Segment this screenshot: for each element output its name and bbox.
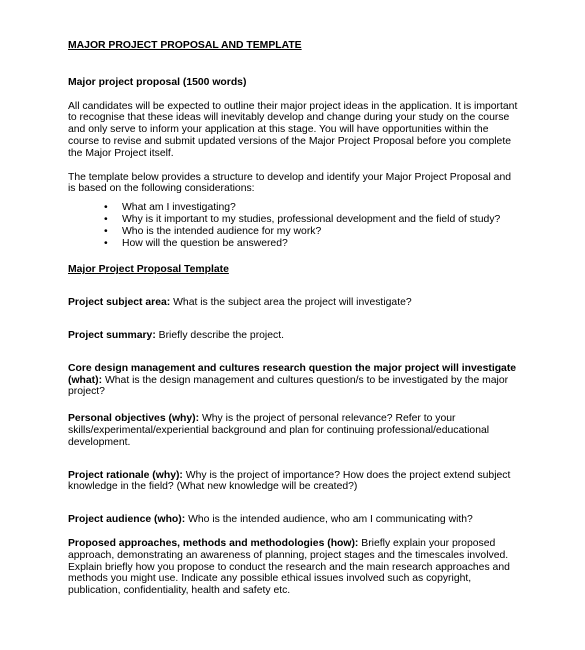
section-label: Proposed approaches, methods and methodologies (how): (68, 537, 359, 549)
document-title: MAJOR PROJECT PROPOSAL AND TEMPLATE (68, 40, 302, 51)
section-subject-area (68, 297, 518, 309)
considerations-list (68, 202, 518, 249)
section-text: Who is the intended audience, who am I communicating with? (185, 514, 473, 526)
section-personal-objectives (68, 413, 518, 448)
section-text: Briefly explain your proposed approach, demonstrating an awareness of planning, project stages and the timescales involved. Explain briefly how you propose to conduct the research and the main research approaches and methods you might use. Indicate any possible ethical issues involved such as copyright, publication, confidentiality, health and safety etc. (68, 537, 510, 597)
list-item (104, 238, 518, 250)
list-item-text: What am I investigating? (122, 202, 236, 214)
section-label: Personal objectives (why): (68, 413, 200, 425)
list-item (104, 202, 518, 214)
bullet-icon: • (104, 202, 108, 214)
list-item-text: Why is it important to my studies, professional development and the field of study? (122, 213, 501, 225)
section-project-audience (68, 514, 518, 526)
bullet-icon: • (104, 225, 108, 237)
intro-paragraph: All candidates will be expected to outline their major project ideas in the application. It is important to recognise that these ideas will inevitably develop and change during your study on the course and only serve to inform your application at this stage. You will have opportunities within the course to revise and submit updated versions of the Major Project Proposal before you complete the Major Project itself. (68, 100, 518, 159)
list-item-text: Who is the intended audience for my work? (122, 225, 322, 237)
section-project-rationale (68, 470, 518, 494)
section-text: Why is the project of importance? How does the project extend subject knowledge in the field? (What new knowledge will be created?) (68, 469, 511, 493)
section-text: What is the subject area the project will investigate? (170, 297, 412, 309)
section-text: Briefly describe the project. (155, 329, 284, 341)
structure-paragraph: The template below provides a structure to develop and identify your Major Project Proposal and is based on the following considerations: (68, 171, 511, 195)
bullet-icon: • (104, 237, 108, 249)
section-text: Why is the project of personal relevance? Refer to your skills/experimental/experiential background and plan for continuing professional/educational development. (68, 413, 490, 448)
list-item (104, 214, 518, 226)
section-research-question (68, 363, 518, 398)
section-label: Project audience (who): (68, 514, 186, 526)
section-label: Core design management and cultures research question the major project will investigate (what): (68, 362, 517, 386)
bullet-icon: • (104, 213, 108, 225)
proposal-heading: Major project proposal (1500 words) (68, 76, 247, 88)
list-item-text: How will the question be answered? (122, 237, 288, 249)
section-summary (68, 330, 518, 342)
section-label: Project summary: (68, 329, 156, 341)
document-page (68, 40, 518, 597)
section-proposed-approaches (68, 538, 518, 597)
section-text: What is the design management and cultures question/s to be investigated by the major project? (68, 374, 509, 398)
section-label: Project subject area: (68, 297, 171, 309)
section-label: Project rationale (why): (68, 469, 183, 481)
list-item (104, 226, 518, 238)
template-heading: Major Project Proposal Template (68, 264, 229, 276)
